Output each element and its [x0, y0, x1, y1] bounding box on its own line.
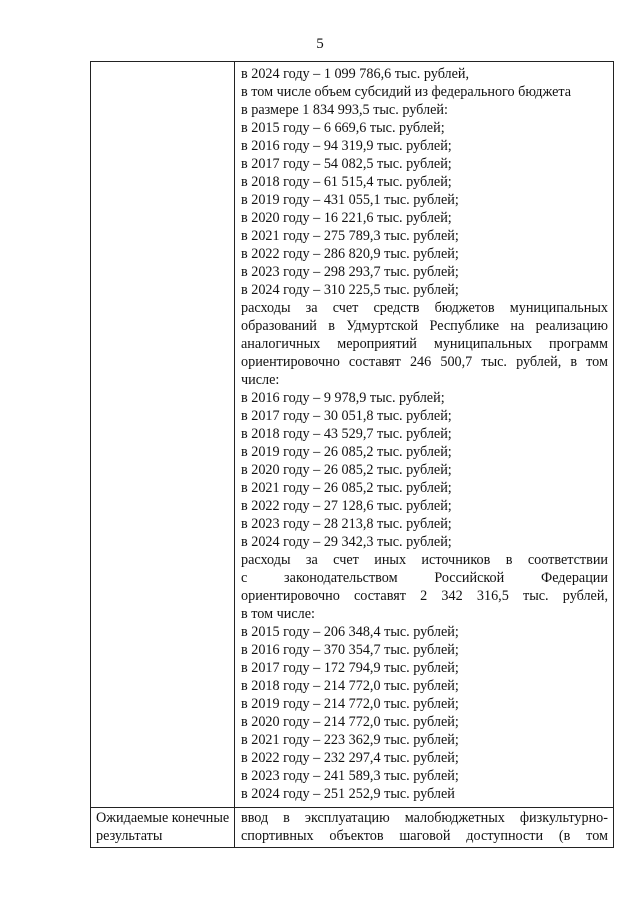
- funding-line: в 2024 году – 251 252,9 тыс. рублей: [241, 786, 455, 802]
- results-value-line: ввод в эксплуатацию малобюджетных физкультурно-: [241, 810, 608, 826]
- funding-line: в 2018 году – 61 515,4 тыс. рублей;: [241, 174, 452, 190]
- funding-line: в 2021 году – 223 362,9 тыс. рублей;: [241, 732, 459, 748]
- funding-line: в том числе:: [241, 606, 315, 622]
- funding-line: в 2017 году – 30 051,8 тыс. рублей;: [241, 408, 452, 424]
- funding-lines: [235, 62, 613, 807]
- funding-line: расходы за счет средств бюджетов муниципальных: [241, 300, 608, 316]
- funding-line: ориентировочно составят 2 342 316,5 тыс. рублей,: [241, 588, 608, 604]
- funding-label-cell: [91, 62, 235, 808]
- funding-line: в 2022 году – 286 820,9 тыс. рублей;: [241, 246, 459, 262]
- funding-line: в 2015 году – 6 669,6 тыс. рублей;: [241, 120, 445, 136]
- funding-line: в 2016 году – 94 319,9 тыс. рублей;: [241, 138, 452, 154]
- funding-line: в 2024 году – 1 099 786,6 тыс. рублей,: [241, 66, 470, 82]
- results-label-line: результаты: [96, 828, 163, 844]
- funding-line: в 2019 году – 431 055,1 тыс. рублей;: [241, 192, 459, 208]
- funding-line: в 2020 году – 16 221,6 тыс. рублей;: [241, 210, 452, 226]
- funding-line: в том числе объем субсидий из федерального бюджета: [241, 84, 572, 100]
- funding-line: в 2017 году – 172 794,9 тыс. рублей;: [241, 660, 459, 676]
- funding-line: в 2018 году – 214 772,0 тыс. рублей;: [241, 678, 459, 694]
- funding-line: в 2024 году – 310 225,5 тыс. рублей;: [241, 282, 459, 298]
- results-value-cell: [235, 808, 614, 848]
- funding-line: в 2019 году – 214 772,0 тыс. рублей;: [241, 696, 459, 712]
- results-label-line: Ожидаемые конечные: [96, 810, 229, 826]
- funding-line: в 2021 году – 275 789,3 тыс. рублей;: [241, 228, 459, 244]
- funding-line: в 2015 году – 206 348,4 тыс. рублей;: [241, 624, 459, 640]
- funding-line: в размере 1 834 993,5 тыс. рублей:: [241, 102, 448, 118]
- results-row: [91, 808, 614, 848]
- funding-line: в 2018 году – 43 529,7 тыс. рублей;: [241, 426, 452, 442]
- funding-line: в 2020 году – 26 085,2 тыс. рублей;: [241, 462, 452, 478]
- funding-line: в 2016 году – 370 354,7 тыс. рублей;: [241, 642, 459, 658]
- funding-value-cell: [235, 62, 614, 808]
- funding-line: в 2023 году – 241 589,3 тыс. рублей;: [241, 768, 459, 784]
- funding-line: в 2020 году – 214 772,0 тыс. рублей;: [241, 714, 459, 730]
- funding-line: в 2021 году – 26 085,2 тыс. рублей;: [241, 480, 452, 496]
- funding-line: ориентировочно составят 246 500,7 тыс. рублей, в том: [241, 354, 608, 370]
- funding-line: с законодательством Российской Федерации: [241, 570, 608, 586]
- funding-line: в 2019 году – 26 085,2 тыс. рублей;: [241, 444, 452, 460]
- results-value-line: спортивных объектов шаговой доступности (в том: [241, 828, 608, 844]
- funding-line: в 2022 году – 27 128,6 тыс. рублей;: [241, 498, 452, 514]
- page-number: 5: [316, 36, 324, 52]
- funding-line: расходы за счет иных источников в соответствии: [241, 552, 608, 568]
- funding-line: образований в Удмуртской Республике на реализацию: [241, 318, 608, 334]
- funding-row: [91, 62, 614, 808]
- funding-line: аналогичных мероприятий муниципальных программ: [241, 336, 608, 352]
- funding-line: в 2023 году – 298 293,7 тыс. рублей;: [241, 264, 459, 280]
- funding-line: в 2016 году – 9 978,9 тыс. рублей;: [241, 390, 445, 406]
- funding-line: в 2017 году – 54 082,5 тыс. рублей;: [241, 156, 452, 172]
- funding-line: в 2024 году – 29 342,3 тыс. рублей;: [241, 534, 452, 550]
- funding-line: в 2023 году – 28 213,8 тыс. рублей;: [241, 516, 452, 532]
- passport-table: [90, 61, 614, 848]
- results-label-cell: [91, 808, 235, 848]
- funding-line: числе:: [241, 372, 280, 388]
- funding-line: в 2022 году – 232 297,4 тыс. рублей;: [241, 750, 459, 766]
